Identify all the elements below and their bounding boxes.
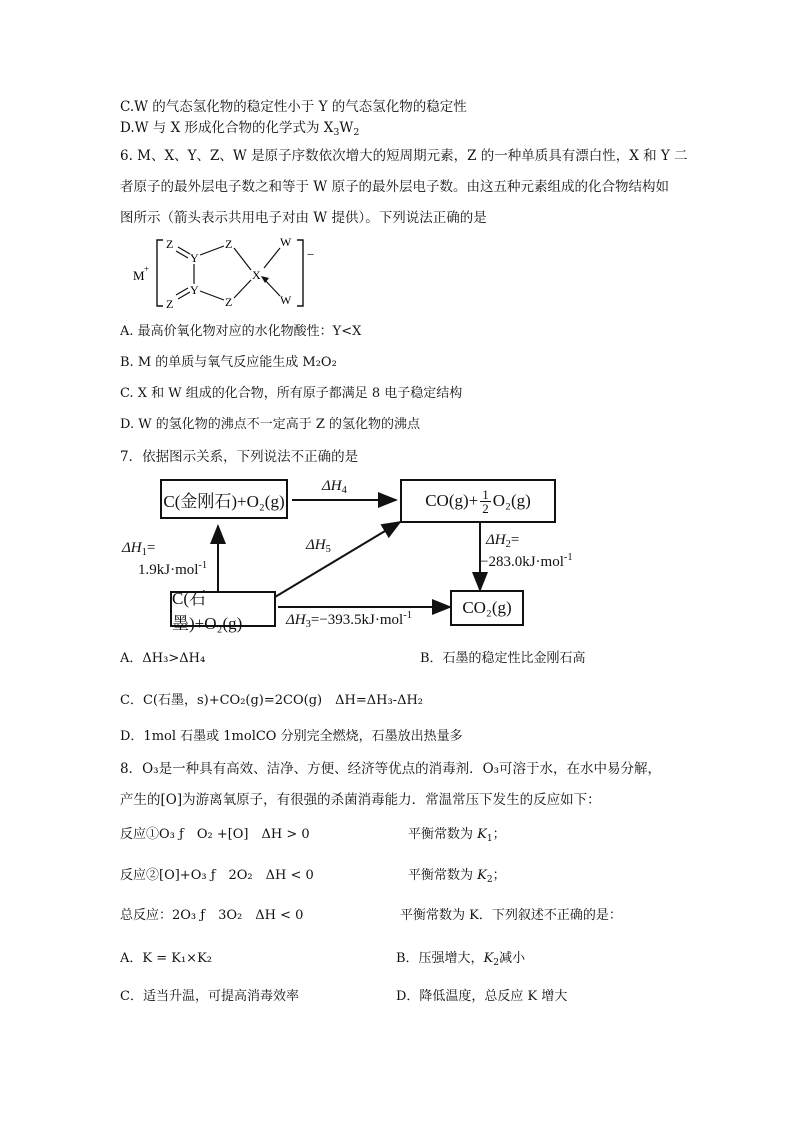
q8-r2-k-sub: 2 — [486, 875, 493, 885]
cation-label: M — [133, 268, 145, 283]
dh5-label — [306, 537, 331, 554]
anion-charge: − — [307, 247, 315, 262]
q7-stem: 7．依据图示关系，下列说法不正确的是 — [120, 449, 359, 465]
dh1-eq: = — [146, 540, 156, 556]
q6-option-b: B. M 的单质与氧气反应能生成 M₂O₂ — [120, 355, 337, 370]
q8-r2-k: K — [477, 868, 487, 883]
dh2-unit-exp: -1 — [563, 552, 573, 563]
q7-option-a: A．ΔH₃>ΔH₄ — [120, 651, 206, 666]
dh2-label — [486, 532, 519, 549]
q6-stem-line2: 者原子的最外层电子数之和等于 W 原子的最外层电子数。由这五种元素组成的化合物结构如 — [120, 179, 669, 195]
q8-r1-k-suffix: ； — [492, 827, 506, 842]
q5-option-d-mid: W — [339, 120, 354, 136]
q5-option-d-text: D.W 与 X 形成化合物的化学式为 X — [120, 120, 334, 136]
box-diamond: C(金刚石)+O₂(g) — [160, 479, 288, 519]
q8-option-b-k-sub: 2 — [493, 958, 500, 968]
q6-stem-line1: 6. M、X、Y、Z、W 是原子序数依次增大的短周期元素，Z 的一种单质具有漂白性，X 和 Y 二 — [120, 148, 688, 164]
q8-option-c: C．适当升温，可提高消毒效率 — [120, 989, 299, 1004]
dh3-symbol: ΔH — [286, 612, 306, 628]
q8-reaction-1-k — [408, 826, 506, 844]
dh1-number: 1.9kJ·mol — [138, 562, 199, 578]
dh1-unit-exp: -1 — [198, 560, 208, 571]
q8-option-b-prefix: B．压强增大， — [396, 951, 484, 966]
dh4-label — [322, 478, 347, 495]
q6-option-d: D. W 的氢化物的沸点不一定高于 Z 的氢化物的沸点 — [120, 417, 421, 432]
atom-y-2: Y — [190, 283, 199, 297]
dh1-sub: 1 — [141, 547, 147, 558]
q8-option-b-suffix: 减小 — [499, 951, 526, 966]
q5-option-d — [120, 119, 359, 137]
q7-option-c: C．C(石墨，s)+CO₂(g)=2CO(g) ΔH=ΔH₃-ΔH₂ — [120, 693, 423, 708]
atom-z-3: Z — [166, 297, 174, 311]
dh2-eq: = — [510, 532, 520, 548]
q5-option-c: C.W 的气态氢化物的稳定性小于 Y 的气态氢化物的稳定性 — [120, 99, 467, 115]
dh2-number: −283.0kJ·mol — [480, 554, 564, 570]
q7-option-d: D．1mol 石墨或 1molCO 分别完全燃烧，石墨放出热量多 — [120, 729, 463, 744]
q8-option-b-k: K — [483, 951, 494, 966]
q8-option-b — [396, 950, 525, 968]
dh1-label — [122, 540, 155, 557]
dh2-sub: 2 — [505, 539, 511, 550]
q8-total-k: 平衡常数为 K．下列叙述不正确的是： — [400, 908, 622, 923]
fraction-numerator: 1 — [482, 486, 489, 502]
q6-option-c: C. X 和 W 组成的化合物，所有原子都满足 8 电子稳定结构 — [120, 386, 463, 401]
dh2-symbol: ΔH — [486, 532, 506, 548]
q8-option-d: D．降低温度，总反应 K 增大 — [396, 989, 568, 1004]
q6-option-a: A. 最高价氧化物对应的水化物酸性：Y<X — [120, 324, 362, 339]
dh3-sub: 3 — [305, 619, 311, 630]
box-graphite: C(石墨)+O₂(g) — [170, 591, 276, 627]
q8-option-a: A．K = K₁×K₂ — [120, 951, 212, 966]
q8-reaction-1: 反应①O₃ ƒ O₂ +[O] ΔH > 0 — [120, 827, 310, 842]
dh1-value — [138, 562, 207, 579]
dh2-value — [480, 554, 573, 571]
atom-w-2: W — [280, 293, 292, 307]
dh4-sub: 4 — [341, 485, 347, 496]
dh5-sub: 5 — [325, 544, 331, 555]
q8-r2-k-suffix: ； — [492, 868, 506, 883]
atom-z-1: Z — [166, 237, 174, 251]
q6-stem-line3: 图所示（箭头表示共用电子对由 W 提供）。下列说法正确的是 — [120, 210, 487, 226]
box-co2: CO₂(g) — [450, 590, 524, 626]
dh3-label — [286, 612, 412, 629]
box-co — [400, 479, 556, 523]
q8-r2-k-prefix: 平衡常数为 — [408, 868, 478, 883]
q6-structure-diagram — [130, 232, 330, 312]
q8-r1-k-prefix: 平衡常数为 — [408, 827, 478, 842]
atom-w-1: W — [280, 235, 292, 249]
atom-z-2: Z — [225, 237, 233, 251]
q8-reaction-2: 反应②[O]+O₃ ƒ 2O₂ ΔH < 0 — [120, 868, 314, 883]
fraction-denominator: 2 — [482, 500, 489, 516]
q8-stem-line2: 产生的[O]为游离氧原子，有很强的杀菌消毒能力．常温常压下发生的反应如下： — [120, 792, 601, 808]
dh1-symbol: ΔH — [122, 540, 142, 556]
box-co-left: CO(g)+ — [425, 491, 479, 510]
atom-y-1: Y — [190, 251, 199, 265]
q5-sub-2: 2 — [353, 127, 360, 138]
q8-r1-k: K — [477, 827, 487, 842]
dh5-symbol: ΔH — [306, 537, 326, 553]
atom-z-4: Z — [225, 295, 233, 309]
cation-charge: + — [144, 264, 150, 274]
dh3-number: =−393.5kJ·mol — [310, 612, 404, 628]
q8-total-reaction: 总反应：2O₃ ƒ 3O₂ ΔH < 0 — [120, 908, 304, 923]
box-co-right: O₂(g) — [492, 491, 531, 510]
q7-energy-diagram — [110, 470, 610, 640]
atom-x: X — [252, 268, 261, 282]
q5-sub-1: 3 — [333, 127, 340, 138]
dh4-symbol: ΔH — [322, 478, 342, 494]
dh3-unit-exp: -1 — [403, 610, 412, 621]
q8-reaction-2-k — [408, 867, 506, 885]
q8-r1-k-sub: 1 — [486, 834, 493, 844]
q7-option-b: B．石墨的稳定性比金刚石高 — [420, 651, 586, 666]
q8-stem-line1: 8．O₃是一种具有高效、洁净、方便、经济等优点的消毒剂．O₃可溶于水，在水中易分解， — [120, 761, 662, 777]
